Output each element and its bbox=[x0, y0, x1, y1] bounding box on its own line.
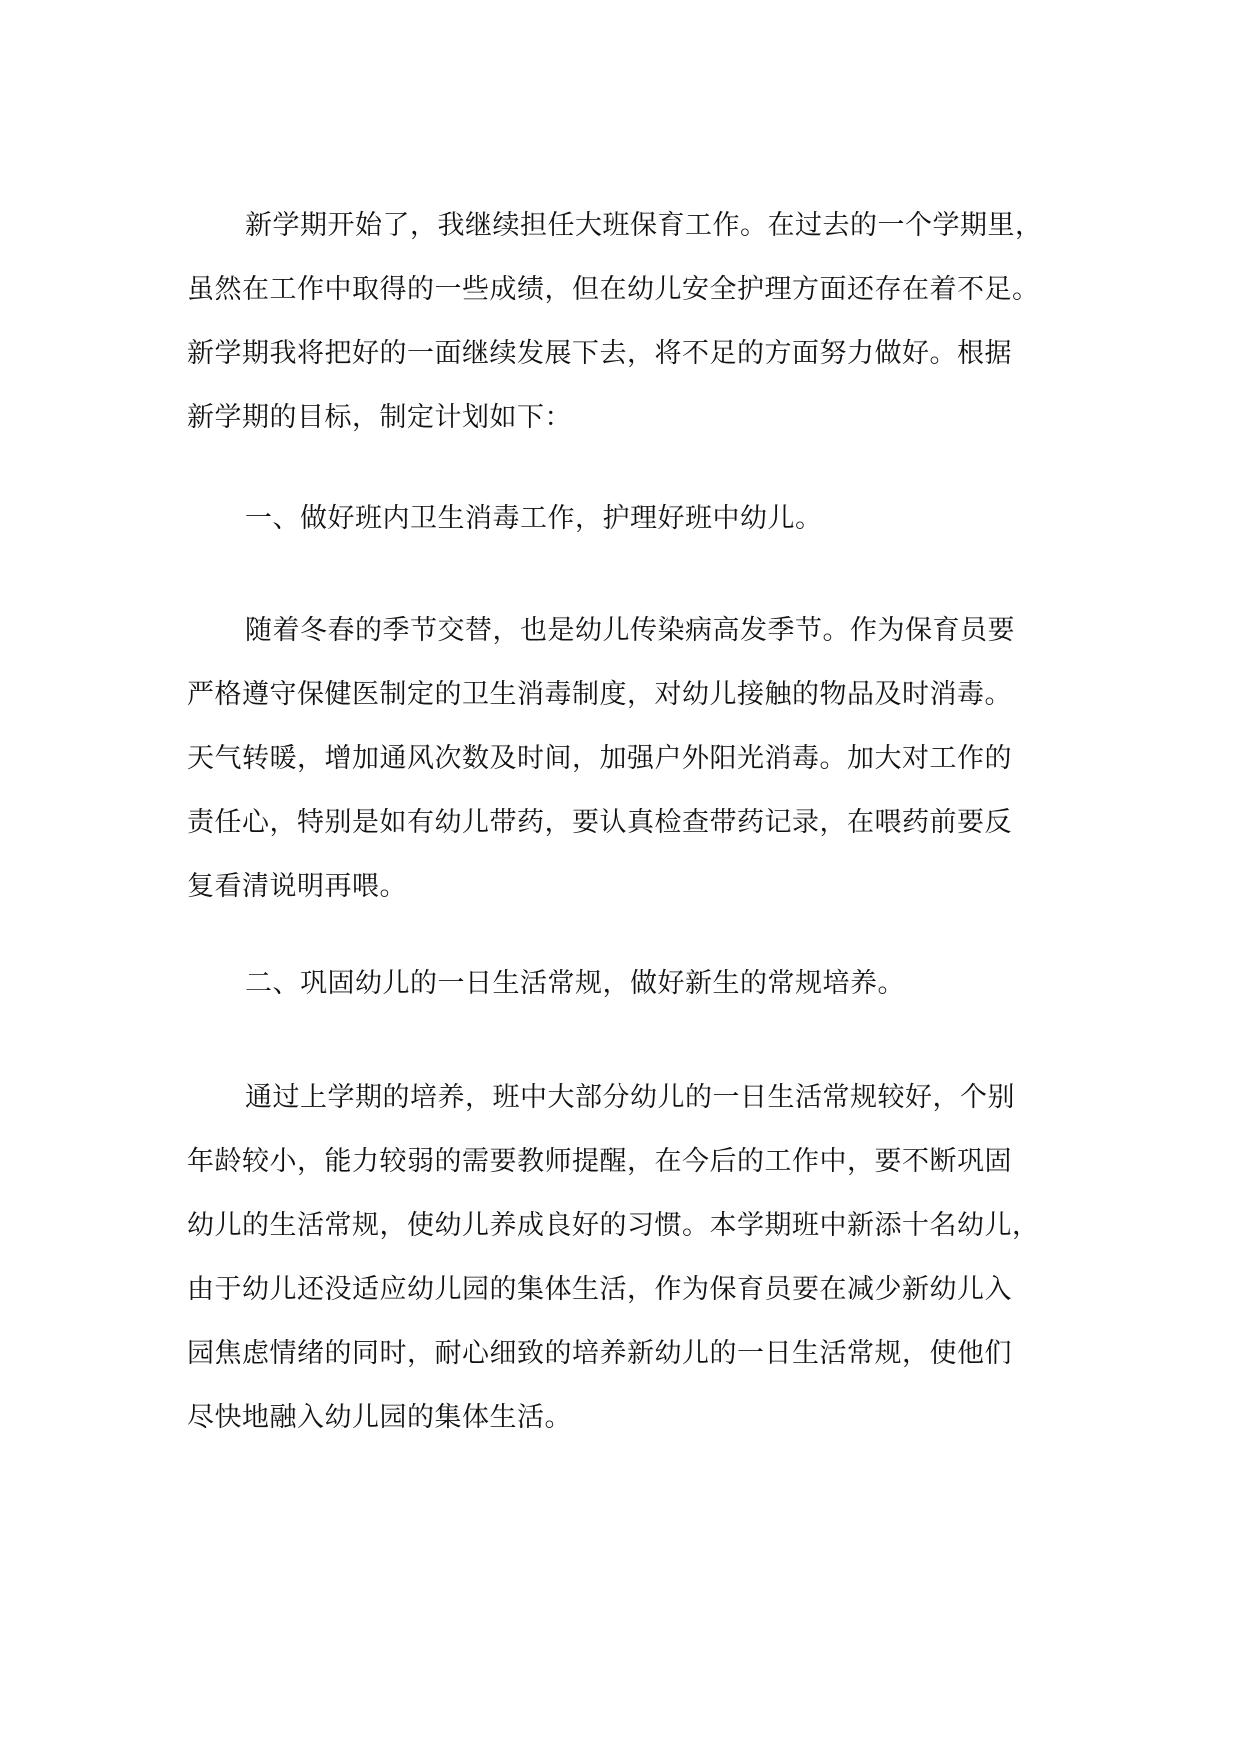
paragraph-line: 新学期我将把好的一面继续发展下去，将不足的方面努力做好。根据 bbox=[187, 338, 1012, 369]
paragraph-hygiene bbox=[187, 599, 1067, 919]
paragraph-line: 复看清说明再喂。 bbox=[187, 871, 407, 902]
paragraph-line: 责任心，特别是如有幼儿带药，要认真检查带药记录，在喂药前要反 bbox=[187, 807, 1012, 838]
paragraph-line: 新学期开始了，我继续担任大班保育工作。在过去的一个学期里， bbox=[245, 210, 1043, 241]
section-heading-1 bbox=[187, 487, 1067, 551]
section-heading-2 bbox=[187, 952, 1067, 1016]
paragraph-line: 虽然在工作中取得的一些成绩，但在幼儿安全护理方面还存在着不足。 bbox=[187, 274, 1040, 305]
paragraph-line: 随着冬春的季节交替，也是幼儿传染病高发季节。作为保育员要 bbox=[245, 615, 1015, 646]
heading-line: 一、做好班内卫生消毒工作，护理好班中幼儿。 bbox=[245, 503, 823, 534]
paragraph-intro bbox=[187, 194, 1067, 450]
paragraph-line: 天气转暖，增加通风次数及时间，加强户外阳光消毒。加大对工作的 bbox=[187, 743, 1012, 774]
heading-line: 二、巩固幼儿的一日生活常规，做好新生的常规培养。 bbox=[245, 968, 905, 999]
paragraph-line: 由于幼儿还没适应幼儿园的集体生活，作为保育员要在减少新幼儿入 bbox=[187, 1274, 1012, 1305]
paragraph-routine bbox=[187, 1066, 1067, 1450]
paragraph-line: 年龄较小，能力较弱的需要教师提醒，在今后的工作中，要不断巩固 bbox=[187, 1146, 1012, 1177]
paragraph-line: 新学期的目标，制定计划如下： bbox=[187, 402, 572, 433]
paragraph-line: 幼儿的生活常规，使幼儿养成良好的习惯。本学期班中新添十名幼儿， bbox=[187, 1210, 1040, 1241]
paragraph-line: 通过上学期的培养，班中大部分幼儿的一日生活常规较好，个别 bbox=[245, 1082, 1015, 1113]
paragraph-line: 尽快地融入幼儿园的集体生活。 bbox=[187, 1402, 572, 1433]
paragraph-line: 严格遵守保健医制定的卫生消毒制度，对幼儿接触的物品及时消毒。 bbox=[187, 679, 1012, 710]
paragraph-line: 园焦虑情绪的同时，耐心细致的培养新幼儿的一日生活常规，使他们 bbox=[187, 1338, 1012, 1369]
